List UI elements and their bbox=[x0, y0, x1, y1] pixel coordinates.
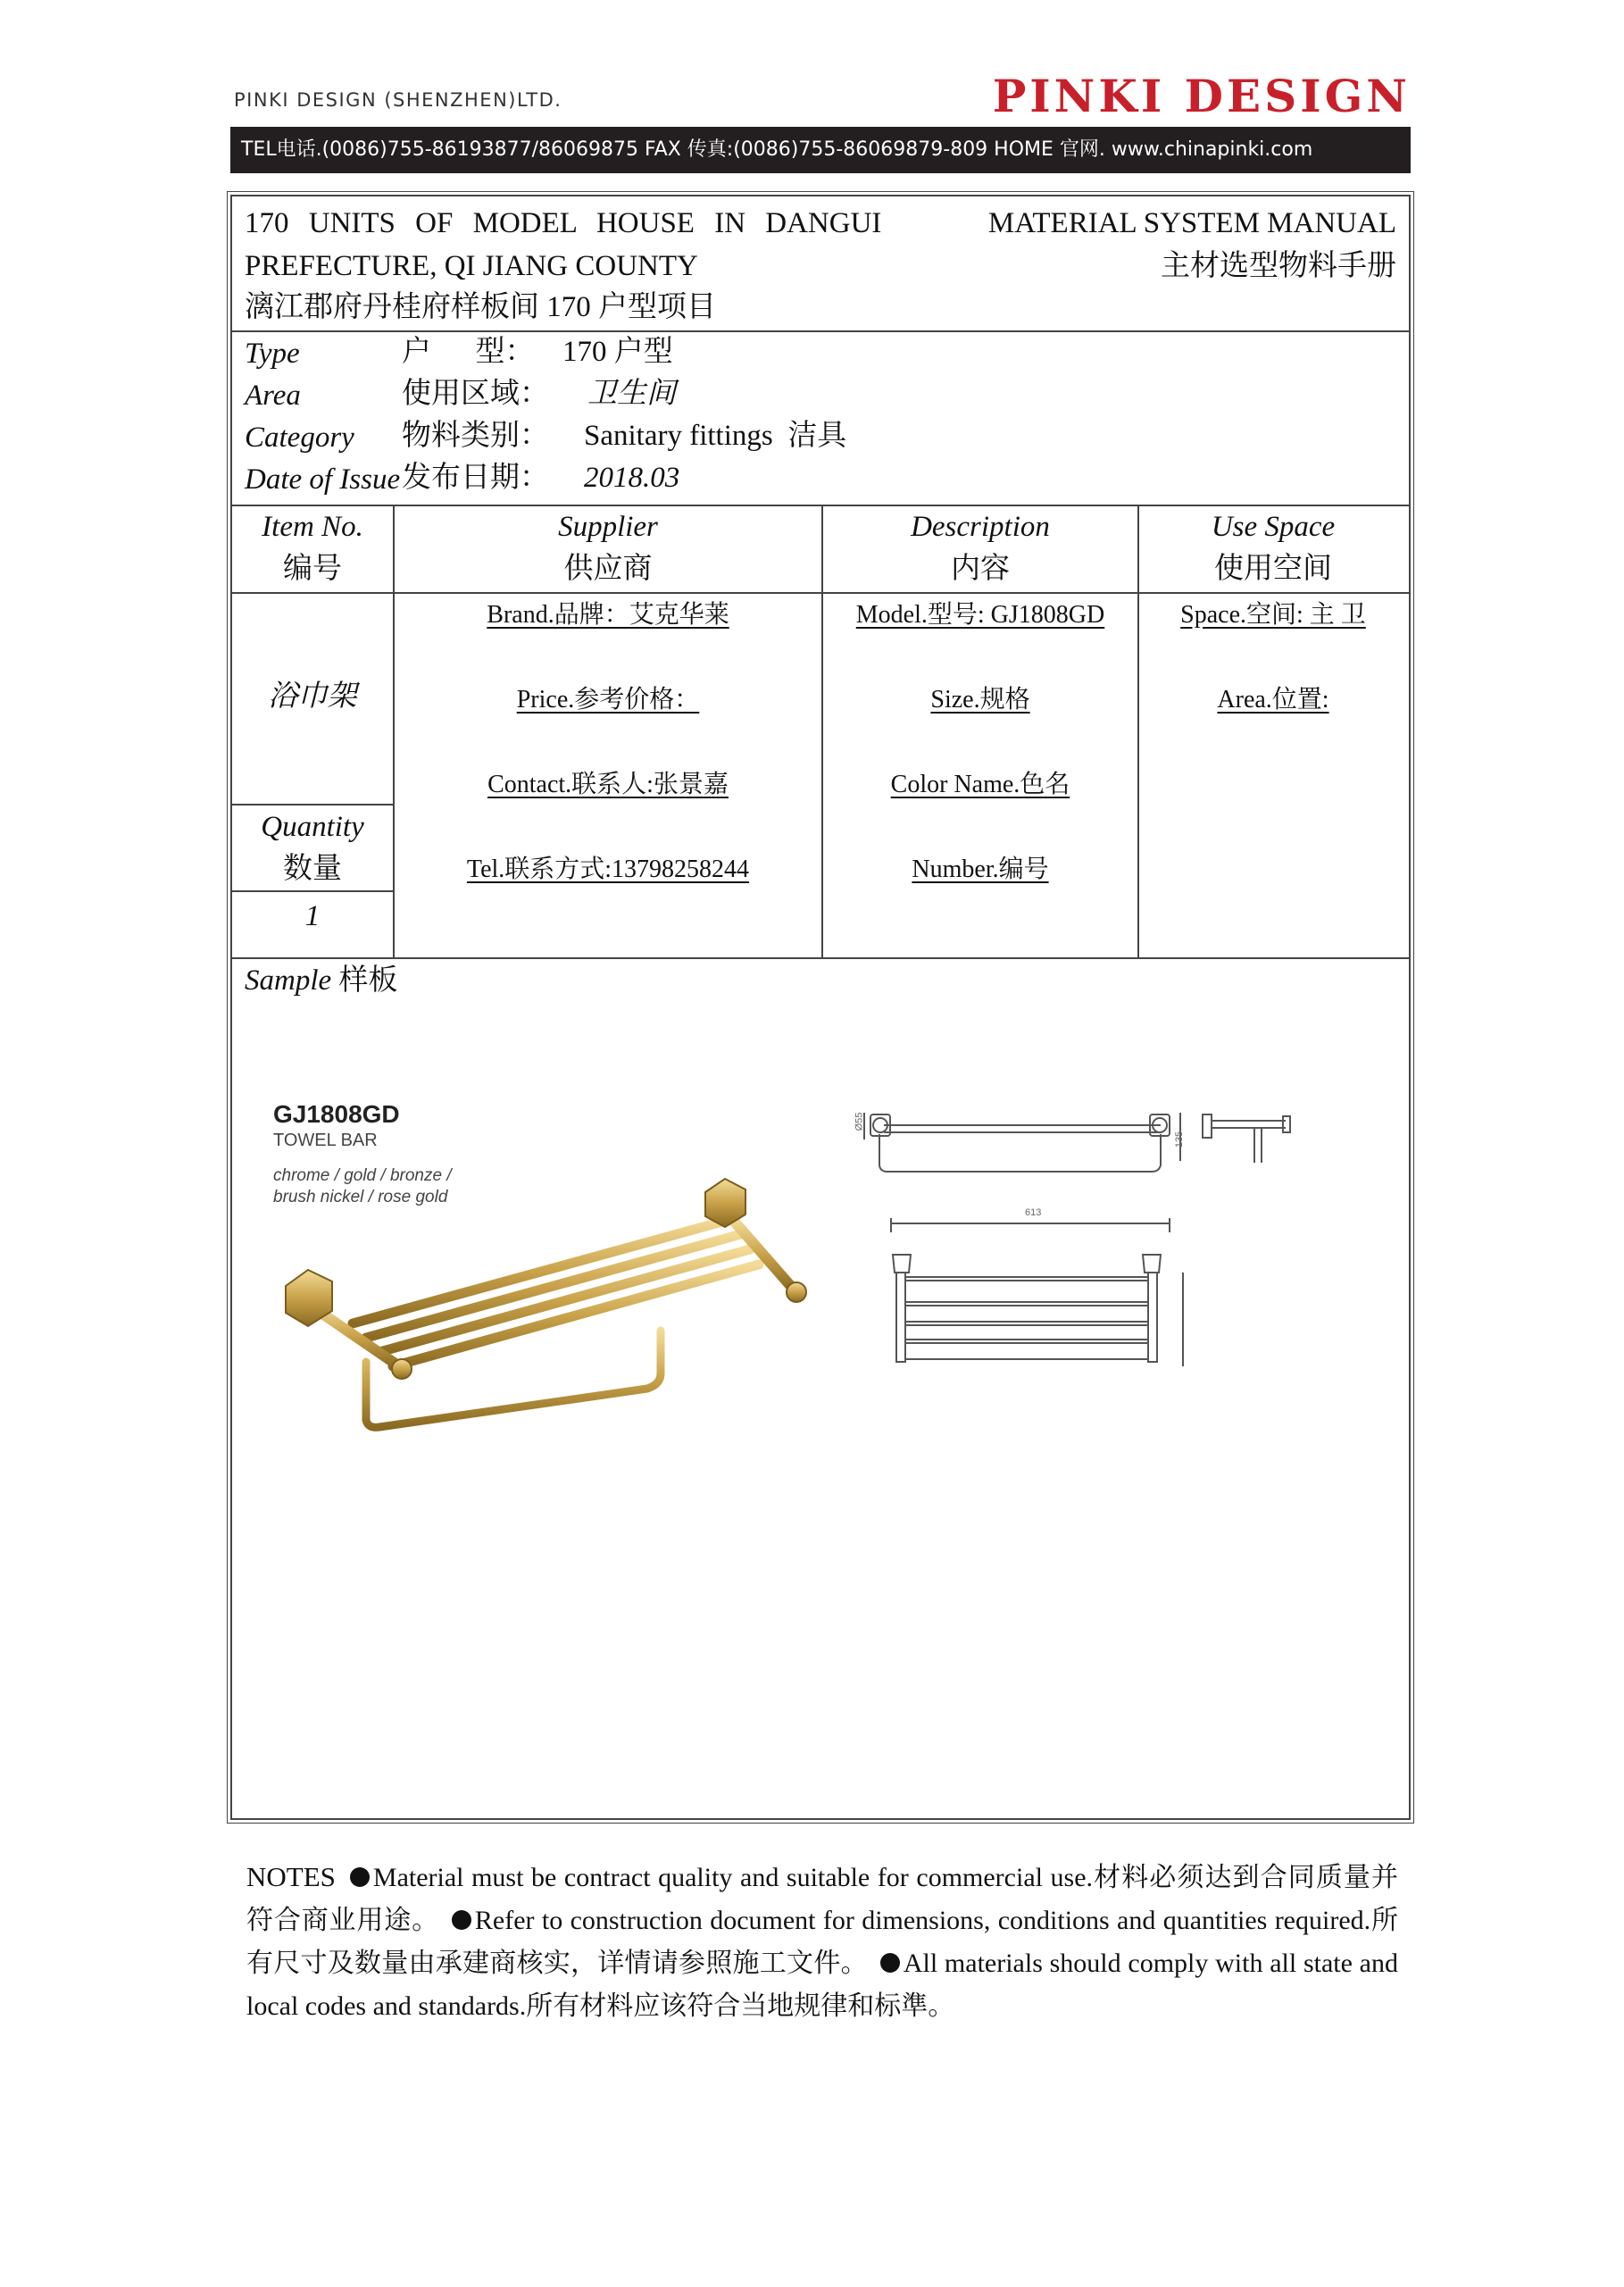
product-finish-2: brush nickel / rose gold bbox=[273, 1188, 448, 1206]
note-3: All materials should comply with all state and local codes and standards.所有材料应该符合当地规律和标準。 bbox=[246, 1949, 1398, 2021]
area-label-cn: 使用区域： bbox=[402, 378, 549, 410]
product-finish-1: chrome / gold / bronze / bbox=[273, 1166, 452, 1185]
bullet-icon bbox=[880, 1953, 900, 1973]
header-description: Description bbox=[911, 511, 1050, 543]
date-label: Date of Issue bbox=[245, 463, 401, 496]
notes-label: NOTES bbox=[246, 1861, 336, 1892]
desc-model: Model.型号: GJ1808GD bbox=[855, 601, 1105, 629]
company-name: PINKI DESIGN (SHENZHEN)LTD. bbox=[234, 89, 562, 111]
quantity-label-cn: 数量 bbox=[283, 853, 342, 885]
header-item-no-cn: 编号 bbox=[283, 553, 342, 585]
product-code: GJ1808GD bbox=[273, 1100, 400, 1128]
brand-logo-text: PINKI DESIGN bbox=[992, 70, 1411, 122]
dim-small: Ø55 bbox=[854, 1112, 865, 1131]
spec-sheet-frame bbox=[230, 195, 1411, 1820]
manual-title-cn: 主材选型物料手册 bbox=[1161, 250, 1396, 282]
date-value: 2018.03 bbox=[584, 462, 680, 494]
category-label: Category bbox=[245, 422, 354, 454]
supplier-brand: Brand.品牌：艾克华莱 bbox=[487, 601, 729, 629]
product-name: TOWEL BAR bbox=[273, 1131, 378, 1150]
note-1: Material must be contract quality and suitable for commercial use.材料必须达到合同质量并符合商业用途。 bbox=[246, 1863, 1398, 1935]
dim-height: 135 bbox=[1174, 1131, 1186, 1148]
technical-drawing-top-view bbox=[857, 1089, 1214, 1188]
supplier-price: Price.参考价格： bbox=[516, 686, 700, 714]
project-title-en-1: 170 UNITS OF MODEL HOUSE IN DANGUI bbox=[245, 207, 882, 239]
supplier-contact: Contact.联系人:张景嘉 bbox=[487, 771, 729, 798]
header-use-space: Use Space bbox=[1211, 511, 1336, 543]
header-supplier: Supplier bbox=[558, 511, 658, 543]
type-label: Type bbox=[245, 338, 300, 370]
use-area: Area.位置: bbox=[1217, 686, 1329, 714]
notes-block bbox=[246, 1856, 1398, 2028]
category-label-cn: 物料类别： bbox=[402, 420, 549, 452]
dim-width: 613 bbox=[1025, 1207, 1042, 1218]
technical-drawing-side-view bbox=[1201, 1098, 1308, 1179]
manual-title-en: MATERIAL SYSTEM MANUAL bbox=[987, 207, 1396, 239]
quantity-value: 1 bbox=[304, 900, 321, 932]
supplier-tel: Tel.联系方式:13798258244 bbox=[466, 856, 750, 883]
use-space: Space.空间: 主 卫 bbox=[1180, 601, 1366, 629]
category-value: Sanitary fittings 洁具 bbox=[584, 420, 847, 452]
quantity-label: Quantity bbox=[261, 811, 364, 843]
desc-size: Size.规格 bbox=[930, 686, 1030, 714]
area-label: Area bbox=[245, 380, 301, 412]
header-item-no: Item No. bbox=[262, 511, 363, 543]
project-title-en-2: PREFECTURE, QI JIANG COUNTY bbox=[245, 250, 698, 282]
bullet-icon bbox=[452, 1910, 471, 1930]
header-supplier-cn: 供应商 bbox=[563, 553, 653, 585]
desc-number: Number.编号 bbox=[912, 856, 1049, 883]
header-description-cn: 内容 bbox=[951, 553, 1010, 585]
project-title-cn: 漓江郡府丹桂府样板间 170 户型项目 bbox=[245, 291, 716, 323]
divider bbox=[232, 890, 394, 892]
header-use-space-cn: 使用空间 bbox=[1214, 553, 1332, 585]
bullet-icon bbox=[350, 1867, 370, 1887]
date-label-cn: 发布日期： bbox=[402, 462, 549, 494]
technical-drawing-front-view bbox=[884, 1206, 1205, 1375]
type-label-cn: 户 型： bbox=[402, 336, 535, 368]
note-2: Refer to construction document for dimensions, conditions and quantities required.所有尺寸及数量由承建商核实，详情请参照施工文件。 bbox=[246, 1906, 1398, 1978]
item-name: 浴巾架 bbox=[268, 680, 357, 713]
type-value: 170 户型 bbox=[562, 336, 673, 368]
divider bbox=[232, 957, 1409, 959]
contact-bar: TEL电话.(0086)755-86193877/86069875 FAX 传真:(0086)755-86069879-809 HOME 官网. www.chinapinki.com bbox=[230, 127, 1411, 173]
area-value: 卫生间 bbox=[587, 378, 676, 410]
towel-rack-photo bbox=[268, 1161, 875, 1447]
sample-label: Sample 样板 bbox=[245, 964, 398, 997]
desc-color: Color Name.色名 bbox=[890, 771, 1070, 798]
